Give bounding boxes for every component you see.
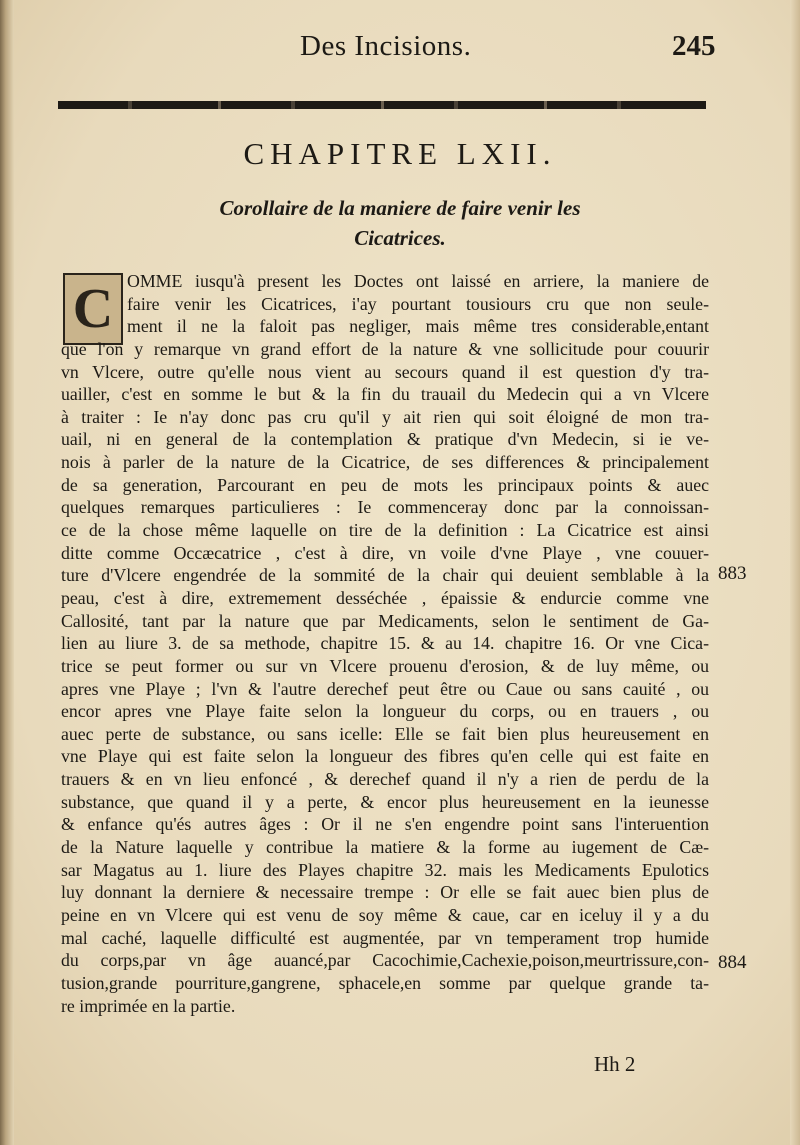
- text-line: peau, c'est à dire, extremement desséchée , épaissie & endurcie comme vne: [61, 587, 709, 608]
- text-line: vne Playe qui est faite selon la longueur des fibres qu'en celle qui est faite en: [61, 746, 709, 767]
- text-line: ment il ne la faloit pas negliger, mais même tres considerable,entant: [127, 316, 709, 337]
- margin-note: 884: [718, 952, 747, 973]
- text-line: uail, ni en general de la contemplation & pratique d'vn Medecin, si ie ve-: [61, 429, 709, 450]
- text-line: mal caché, laquelle difficulté est augmentée, par vn temperament trop humide: [61, 927, 709, 948]
- text-line: luy donnant la derniere & necessaire trempe : Or elle se fait auec bien plus de: [61, 882, 709, 903]
- chapter-title: CHAPITRE LXII.: [243, 136, 557, 171]
- text-line: vn Vlcere, outre qu'elle nous vient au secours quand il est question d'y tra-: [61, 361, 709, 382]
- running-head: Des Incisions.: [300, 30, 472, 62]
- subtitle-line: Cicatrices.: [354, 226, 446, 250]
- text-line: tusion,grande pourriture,gangrene, sphacele,en somme par quelque grande ta-: [61, 972, 709, 993]
- text-line: peine en vn Vlcere qui est venu de soy même & caue, car en iceluy il y a du: [61, 904, 709, 925]
- text-line: sar Magatus au 1. liure des Playes chapitre 32. mais les Medicaments Epulotics: [61, 859, 709, 880]
- text-line: nois à parler de la nature de la Cicatrice, de ses differences & principalement: [61, 452, 709, 473]
- text-line: & enfance qu'és autres âges : Or il ne s'en engendre point sans l'interuention: [61, 814, 709, 835]
- text-line: que l'on y remarque vn grand effort de la nature & vne sollicitude pour couurir: [61, 338, 709, 359]
- text-line: auec perte de substance, ou sans icelle: Elle se fait bien plus heureusement en: [61, 723, 709, 744]
- text-line: trice se peut former ou sur vn Vlcere prouenu d'erosion, & de luy même, ou: [61, 655, 709, 676]
- text-line: re imprimée en la partie.: [61, 995, 236, 1016]
- text-line: faire venir les Cicatrices, i'ay pourtant tousiours cru que non seule-: [127, 293, 709, 314]
- page-number: 245: [672, 30, 716, 62]
- ornamental-rule: [58, 101, 706, 109]
- text-line: ce de la chose même laquelle on tire de la definition : La Cicatrice est ainsi: [61, 520, 709, 541]
- text-line: encor apres vne Playe faite selon la longueur du corps, ou en trauers , ou: [61, 701, 709, 722]
- text-line: Callosité, tant par la nature que par Medicaments, selon le sentiment de Ga-: [61, 610, 709, 631]
- text-line: ditte comme Occæcatrice , c'est à dire, vn voile d'vne Playe , vne couuer-: [61, 542, 709, 563]
- text-line: trauers & en vn lieu enfoncé , & derechef quand il n'y a rien de perdu de la: [61, 769, 709, 790]
- text-line: de sa generation, Parcourant en peu de mots les principaux points & auec: [61, 474, 709, 495]
- text-line: quelques remarques particulieres : Ie commenceray donc par la connoissan-: [61, 497, 709, 518]
- text-line: du corps,par vn âge auancé,par Cacochimie,Cachexie,poison,meurtrissure,con-: [61, 950, 709, 971]
- text-line: lien au liure 3. de sa methode, chapitre 15. & au 14. chapitre 16. Or vne Cica-: [61, 633, 709, 654]
- margin-note: 883: [718, 563, 747, 584]
- text-line: de la Nature laquelle y contribue la matiere & la forme au iugement de Cæ-: [61, 837, 709, 858]
- text-line: substance, que quand il y a perte, & encor plus heureusement en la ieunesse: [61, 791, 709, 812]
- text-line: uailler, c'est en somme le but & la fin du trauail du Medecin qui a vn Vlcere: [61, 384, 709, 405]
- text-line: à traiter : Ie n'ay donc pas cru qu'il y ait rien qui soit éloigné de mon tra-: [61, 406, 709, 427]
- subtitle-line: Corollaire de la maniere de faire venir les: [219, 196, 581, 220]
- signature-mark: Hh 2: [594, 1052, 636, 1076]
- chapter-subtitle: [130, 193, 670, 253]
- initial-letter: C: [72, 278, 114, 340]
- text-line: apres vne Playe ; l'vn & l'autre derechef peut être ou Caue ou sans cauité , ou: [61, 678, 709, 699]
- body-text: [61, 270, 709, 1017]
- text-line: OMME iusqu'à present les Doctes ont laissé en arriere, la maniere de: [127, 271, 709, 291]
- text-line: ture d'Vlcere engendrée de la sommité de la chair qui deuient semblable à la: [61, 565, 709, 586]
